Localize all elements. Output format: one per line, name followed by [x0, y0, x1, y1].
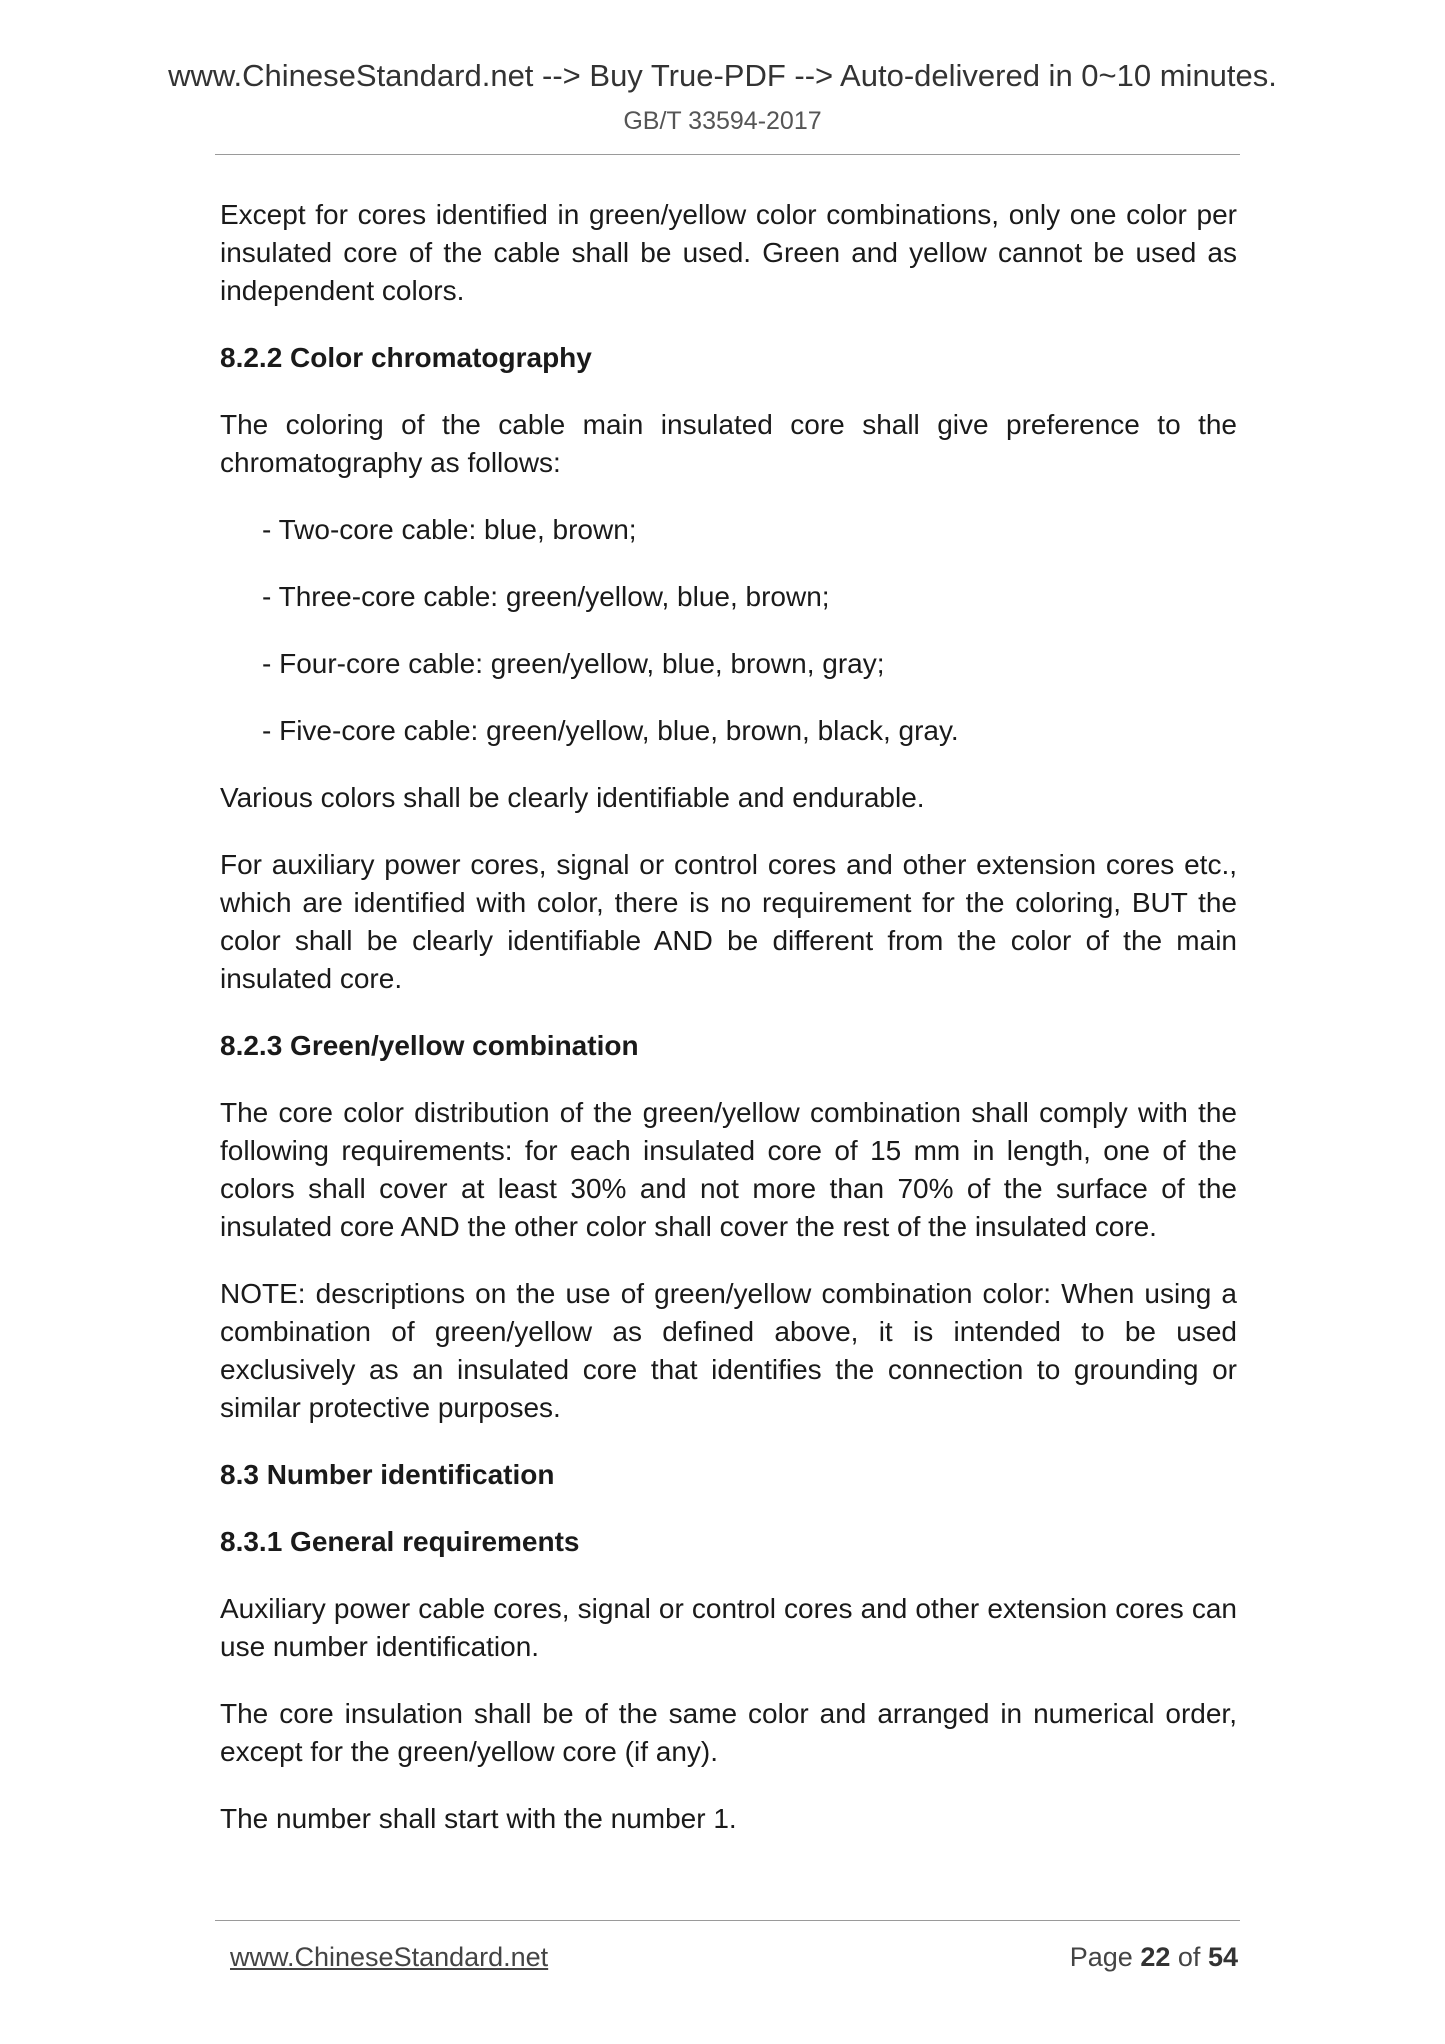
paragraph-note: NOTE: descriptions on the use of green/yellow combination color: When using a combination of green/yellow as defined above, it is intended to be used exclusively as an insulated core that identifies the connection to grounding or similar protective purposes. [220, 1278, 1237, 1423]
paragraph-8-3-1-b: The core insulation shall be of the same color and arranged in numerical order, except for the green/yellow core (if any). [220, 1698, 1237, 1767]
heading-8-2-3: 8.2.3 Green/yellow combination [220, 1030, 639, 1061]
page-current: 22 [1140, 1942, 1171, 1972]
paragraph-intro: Except for cores identified in green/yellow color combinations, only one color per insulated core of the cable shall be used. Green and yellow cannot be used as independent colors. [220, 199, 1237, 306]
list-item: - Four-core cable: green/yellow, blue, brown, gray; [262, 645, 1237, 683]
heading-8-2-2: 8.2.2 Color chromatography [220, 342, 592, 373]
paragraph-8-2-2: The coloring of the cable main insulated core shall give preference to the chromatography as follows: [220, 409, 1237, 478]
list-item: - Five-core cable: green/yellow, blue, brown, black, gray. [262, 712, 1237, 750]
header-divider [215, 154, 1240, 155]
list-item: - Three-core cable: green/yellow, blue, brown; [262, 578, 1237, 616]
paragraph-auxiliary-cores: For auxiliary power cores, signal or control cores and other extension cores etc., which are identified with color, there is no requirement for the coloring, BUT the color shall be clearly identifiable AND be different from the color of the main insulated core. [220, 849, 1237, 994]
list-item: - Two-core cable: blue, brown; [262, 511, 1237, 549]
footer-website-link[interactable]: www.ChineseStandard.net [230, 1942, 549, 1972]
paragraph-8-3-1-c: The number shall start with the number 1. [220, 1803, 737, 1834]
page-total: 54 [1207, 1942, 1238, 1972]
paragraph-8-2-3: The core color distribution of the green/yellow combination shall comply with the following requirements: for each insulated core of 15 mm in length, one of the colors shall cover at least 30% and not more than 70% of the surface of the insulated core AND the other color shall cover the rest of the insulated core. [220, 1097, 1237, 1242]
heading-8-3-1: 8.3.1 General requirements [220, 1526, 580, 1557]
chromatography-list [220, 511, 1237, 750]
page-of: of [1177, 1942, 1201, 1972]
paragraph-8-3-1-a: Auxiliary power cable cores, signal or control cores and other extension cores can use number identification. [220, 1593, 1237, 1662]
document-body [220, 196, 1237, 1867]
header-banner: www.ChineseStandard.net --> Buy True-PDF --> Auto-delivered in 0~10 minutes. [168, 58, 1277, 93]
footer-divider [215, 1920, 1240, 1921]
paragraph-various-colors: Various colors shall be clearly identifiable and endurable. [220, 782, 925, 813]
standard-code: GB/T 33594-2017 [623, 107, 822, 135]
heading-8-3: 8.3 Number identification [220, 1459, 555, 1490]
page-number [1070, 1940, 1238, 1974]
page-prefix: Page [1069, 1942, 1133, 1972]
